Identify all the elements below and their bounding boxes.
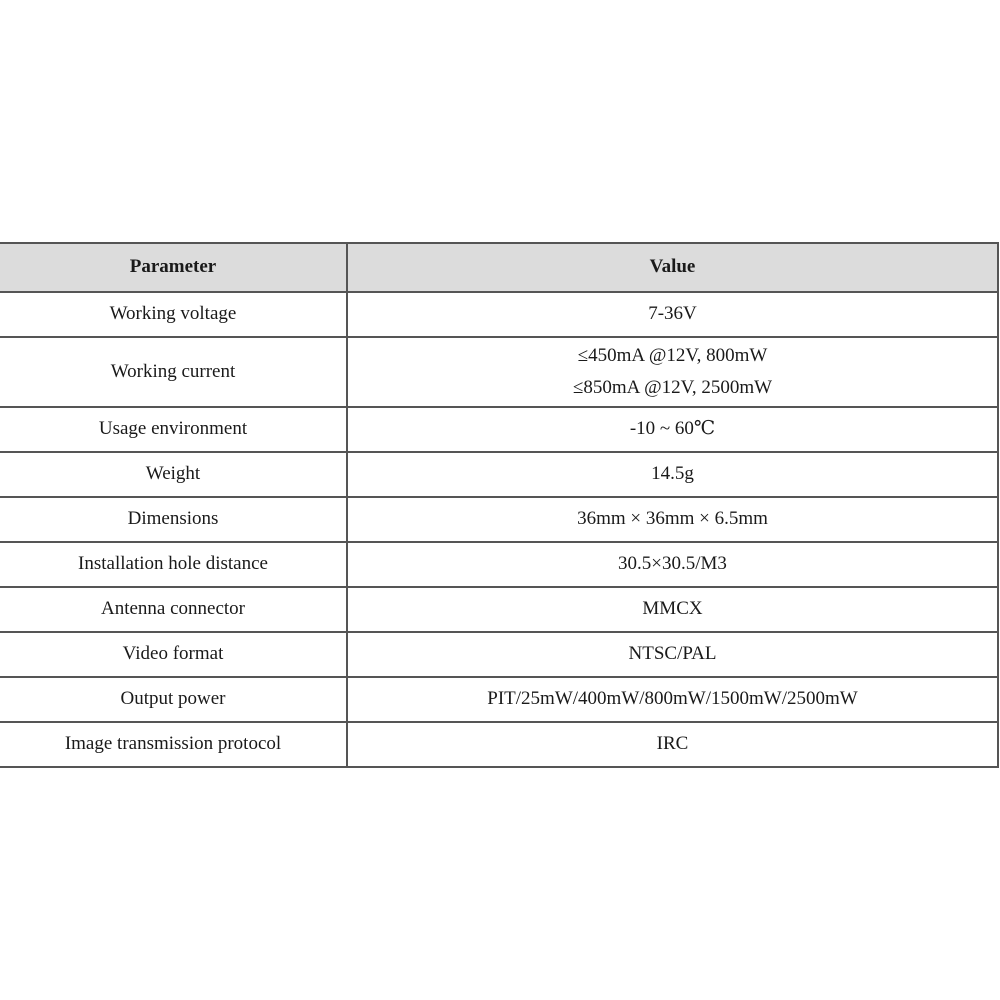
parameter-cell [0, 497, 347, 542]
value-cell [347, 677, 998, 722]
value-line: ≤850mA @12V, 2500mW [572, 376, 773, 398]
column-header-value-label: Value [649, 256, 696, 278]
value-cell [347, 587, 998, 632]
table-header-row [0, 243, 998, 292]
value-cell [347, 632, 998, 677]
table-row [0, 722, 998, 767]
table-row [0, 337, 998, 407]
value-cell [347, 407, 998, 452]
value-line: 36mm × 36mm × 6.5mm [577, 508, 768, 530]
value-line: NTSC/PAL [628, 643, 717, 665]
value-line: -10 ~ 60℃ [629, 418, 716, 440]
table-row [0, 632, 998, 677]
parameter-cell [0, 677, 347, 722]
table-row [0, 587, 998, 632]
parameter-label: Output power [120, 688, 226, 710]
value-cell [347, 722, 998, 767]
parameter-label: Image transmission protocol [64, 733, 282, 755]
value-line: 7-36V [648, 303, 697, 325]
parameter-label: Usage environment [98, 418, 248, 440]
value-line: 14.5g [651, 463, 694, 485]
column-header-parameter [0, 243, 347, 292]
parameter-label: Working voltage [109, 303, 237, 325]
table-row [0, 677, 998, 722]
parameter-cell [0, 292, 347, 337]
parameter-label: Installation hole distance [78, 553, 268, 575]
table-row [0, 407, 998, 452]
value-cell [347, 292, 998, 337]
column-header-parameter-label: Parameter [129, 256, 217, 278]
specification-table [0, 242, 999, 768]
parameter-label: Video format [122, 643, 224, 665]
value-cell [347, 542, 998, 587]
table-header [0, 243, 998, 292]
table-body [0, 292, 998, 767]
value-cell [347, 337, 998, 407]
value-line: 30.5×30.5/M3 [618, 553, 727, 575]
value-line: PIT/25mW/400mW/800mW/1500mW/2500mW [487, 688, 858, 710]
table-row [0, 542, 998, 587]
column-header-value [347, 243, 998, 292]
parameter-cell [0, 632, 347, 677]
parameter-label: Working current [110, 360, 236, 382]
table-row [0, 497, 998, 542]
parameter-label: Antenna connector [100, 598, 246, 620]
parameter-cell [0, 407, 347, 452]
table-row [0, 452, 998, 497]
parameter-cell [0, 587, 347, 632]
value-cell [347, 497, 998, 542]
value-line: ≤450mA @12V, 800mW [577, 345, 768, 367]
parameter-label: Weight [145, 463, 201, 485]
parameter-label: Dimensions [127, 508, 219, 530]
value-cell [347, 452, 998, 497]
value-line: IRC [656, 733, 689, 755]
parameter-cell [0, 337, 347, 407]
table-row [0, 292, 998, 337]
parameter-cell [0, 542, 347, 587]
value-line: MMCX [642, 598, 703, 620]
parameter-cell [0, 722, 347, 767]
specification-table-container [0, 242, 998, 768]
parameter-cell [0, 452, 347, 497]
